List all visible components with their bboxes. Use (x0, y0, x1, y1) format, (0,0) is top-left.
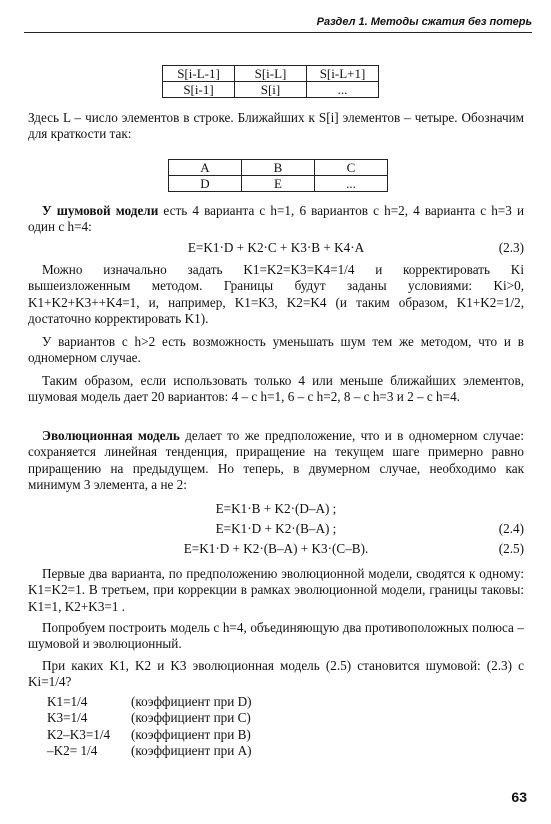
running-header: Раздел 1. Методы сжатия без потерь (24, 14, 532, 33)
table-cell: C (315, 160, 388, 176)
equation-number: (2.4) (498, 521, 524, 536)
table-cell: S[i-L] (235, 66, 307, 82)
page-number: 63 (511, 789, 527, 805)
table-cell: E (242, 176, 315, 192)
paragraph (28, 203, 524, 236)
list-note: (коэффициент при C) (131, 710, 251, 726)
table-cell: A (169, 160, 242, 176)
equation-formula: E=K1·D + K2·(B–A) ; (215, 521, 337, 536)
list-item (47, 694, 252, 710)
bold-term: У шумовой модели (42, 203, 159, 218)
paragraph-text: делает то же предположение, что и в одномерном случае: сохраняется линейная тенденция, приращение на текущем шаге примерно равно приращению на предыдущем. Но теперь, в двумерном случае, необходимо как минимум 3 элемента, а не 2: (28, 428, 524, 493)
neighbors-table-indices (162, 65, 379, 98)
equation-number: (2.3) (498, 240, 524, 255)
paragraph: Можно изначально задать K1=K2=K3=K4=1/4 и корректировать Ki вышеизложенным методом. Границы будут заданы условиями: Ki>0, K1+K2+K3++K4=1, и, например, K1=K3, K2=K4 (и таким образом, K1+K2=1/2, достаточно корректировать K1). (28, 262, 524, 327)
equation-number: (2.5) (498, 541, 524, 556)
table-cell: S[i-L-1] (163, 66, 235, 82)
paragraph: Здесь L – число элементов в строке. Ближайших к S[i] элементов – четыре. Обозначим для краткости так: (28, 110, 524, 142)
list-note: (коэффициент при B) (131, 726, 251, 742)
equation-formula: E=K1·D + K2·C + K3·B + K4·A (187, 240, 365, 255)
neighbors-table-letters (168, 159, 388, 192)
paragraph: Первые два варианта, по предположению эволюционной модели, сводятся к одному: K1=K2=1. В третьем, при коррекции в рамках эволюционной модели, границы таковы: K1=1, K2+K3=1 . (28, 566, 524, 614)
table-cell: B (242, 160, 315, 176)
paragraph: Таким образом, если использовать только 4 или меньше ближайших элементов, шумовая модель дает 20 вариантов: 4 – с h=1, 6 – с h=2, 8 – с h=3 и 2 – с h=4. (28, 373, 524, 405)
list-item (47, 743, 252, 759)
paragraph-text: есть 4 варианта с h=1, 6 вариантов с h=2, 4 варианта с h=3 и один с h=4: (28, 203, 524, 235)
list-note: (коэффициент при A) (131, 743, 252, 759)
table-cell: S[i] (235, 82, 307, 98)
table-cell: D (169, 176, 242, 192)
bold-term: Эволюционная модель (42, 428, 180, 443)
list-note: (коэффициент при D) (131, 694, 252, 709)
list-expr: K2–K3=1/4 (47, 726, 111, 742)
table-cell: S[i-L+1] (307, 66, 379, 82)
coefficient-list (47, 694, 252, 760)
paragraph: Попробуем построить модель с h=4, объединяющую два противоположных полюса – шумовой и эволюционный. (28, 620, 524, 652)
list-item (47, 710, 252, 726)
list-expr: K3=1/4 (47, 710, 88, 726)
list-expr: –K2= 1/4 (47, 743, 98, 759)
list-item (47, 727, 252, 743)
table-cell: ... (307, 82, 379, 98)
table-cell: ... (315, 176, 388, 192)
table-cell: S[i-1] (163, 82, 235, 98)
paragraph (28, 428, 524, 494)
equation-formula: E=K1·B + K2·(D–A) ; (215, 501, 337, 516)
paragraph: При каких K1, K2 и K3 эволюционная модель (2.5) становится шумовой: (2.3) с Ki=1/4? (28, 658, 524, 690)
paragraph: У вариантов с h>2 есть возможность уменьшать шум тем же методом, что и в одномерном случае. (28, 334, 524, 366)
equation-formula: E=K1·D + K2·(B–A) + K3·(C–B). (183, 541, 369, 556)
list-expr: K1=1/4 (47, 694, 88, 709)
